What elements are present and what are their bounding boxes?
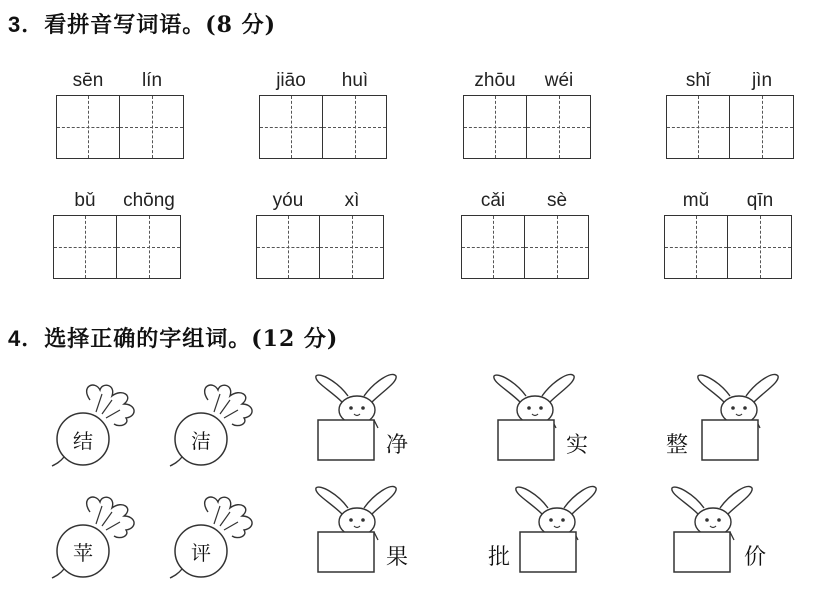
pinyin-6a: yóu [272, 190, 304, 211]
bunny-icon [694, 372, 784, 472]
word-jia: 价 [744, 545, 767, 570]
writing-box[interactable] [461, 215, 525, 279]
radish-option-label: 洁 [191, 428, 211, 453]
question-3-number: 3 [8, 12, 22, 37]
pinyin-3a: zhōu [474, 70, 516, 91]
radish-option-label: 苹 [73, 540, 93, 565]
radish-option-jie2[interactable] [168, 378, 268, 478]
writing-box[interactable] [664, 215, 728, 279]
pinyin-2b: huì [341, 70, 369, 91]
word-guo: 果 [386, 545, 409, 570]
pinyin-2a: jiāo [276, 70, 306, 91]
pinyin-3b: wéi [544, 70, 574, 91]
answer-box[interactable] [674, 532, 730, 572]
writing-box[interactable] [666, 95, 730, 159]
writing-box[interactable] [730, 95, 794, 159]
writing-box[interactable] [259, 95, 323, 159]
writing-box[interactable] [56, 95, 120, 159]
answer-box[interactable] [318, 420, 374, 460]
pinyin-6b: xì [344, 190, 360, 211]
radish-option-label: 结 [73, 428, 93, 453]
writing-box[interactable] [525, 215, 589, 279]
pinyin-7a: cǎi [480, 190, 506, 211]
word-shi: 实 [566, 433, 589, 458]
answer-box[interactable] [702, 420, 758, 460]
writing-box[interactable] [120, 95, 184, 159]
writing-box[interactable] [728, 215, 792, 279]
question-4-title: ．选择正确的字组词。(12 分) [21, 326, 339, 352]
radish-option-ping2[interactable] [168, 490, 268, 590]
question-4-heading [8, 322, 338, 353]
word-pi: 批 [488, 545, 511, 570]
pinyin-5a: bǔ [74, 190, 96, 211]
writing-box[interactable] [117, 215, 181, 279]
radish-option-jie1[interactable] [50, 378, 150, 478]
radish-option-label: 评 [191, 540, 211, 565]
bunny-icon [512, 484, 602, 584]
writing-box[interactable] [320, 215, 384, 279]
pinyin-4b: jìn [751, 70, 773, 91]
word-zheng: 整 [666, 433, 689, 458]
answer-box[interactable] [520, 532, 576, 572]
pinyin-8b: qīn [746, 190, 774, 211]
pinyin-1b: lín [141, 70, 163, 91]
writing-box[interactable] [323, 95, 387, 159]
answer-box[interactable] [318, 532, 374, 572]
question-4-number: 4 [8, 326, 22, 351]
pinyin-1a: sēn [72, 70, 104, 91]
word-jing: 净 [386, 433, 409, 458]
writing-box[interactable] [463, 95, 527, 159]
pinyin-8a: mǔ [682, 190, 710, 211]
bunny-answer-5[interactable] [512, 484, 602, 584]
pinyin-5b: chōng [123, 190, 175, 211]
writing-box[interactable] [527, 95, 591, 159]
answer-box[interactable] [498, 420, 554, 460]
pinyin-7b: sè [546, 190, 568, 211]
bunny-answer-3[interactable] [694, 372, 784, 472]
writing-box[interactable] [53, 215, 117, 279]
question-3-title: ．看拼音写词语。(8 分) [21, 12, 277, 38]
writing-box[interactable] [256, 215, 320, 279]
pinyin-4a: shǐ [685, 70, 711, 91]
radish-option-ping1[interactable] [50, 490, 150, 590]
question-3-heading [8, 8, 276, 39]
